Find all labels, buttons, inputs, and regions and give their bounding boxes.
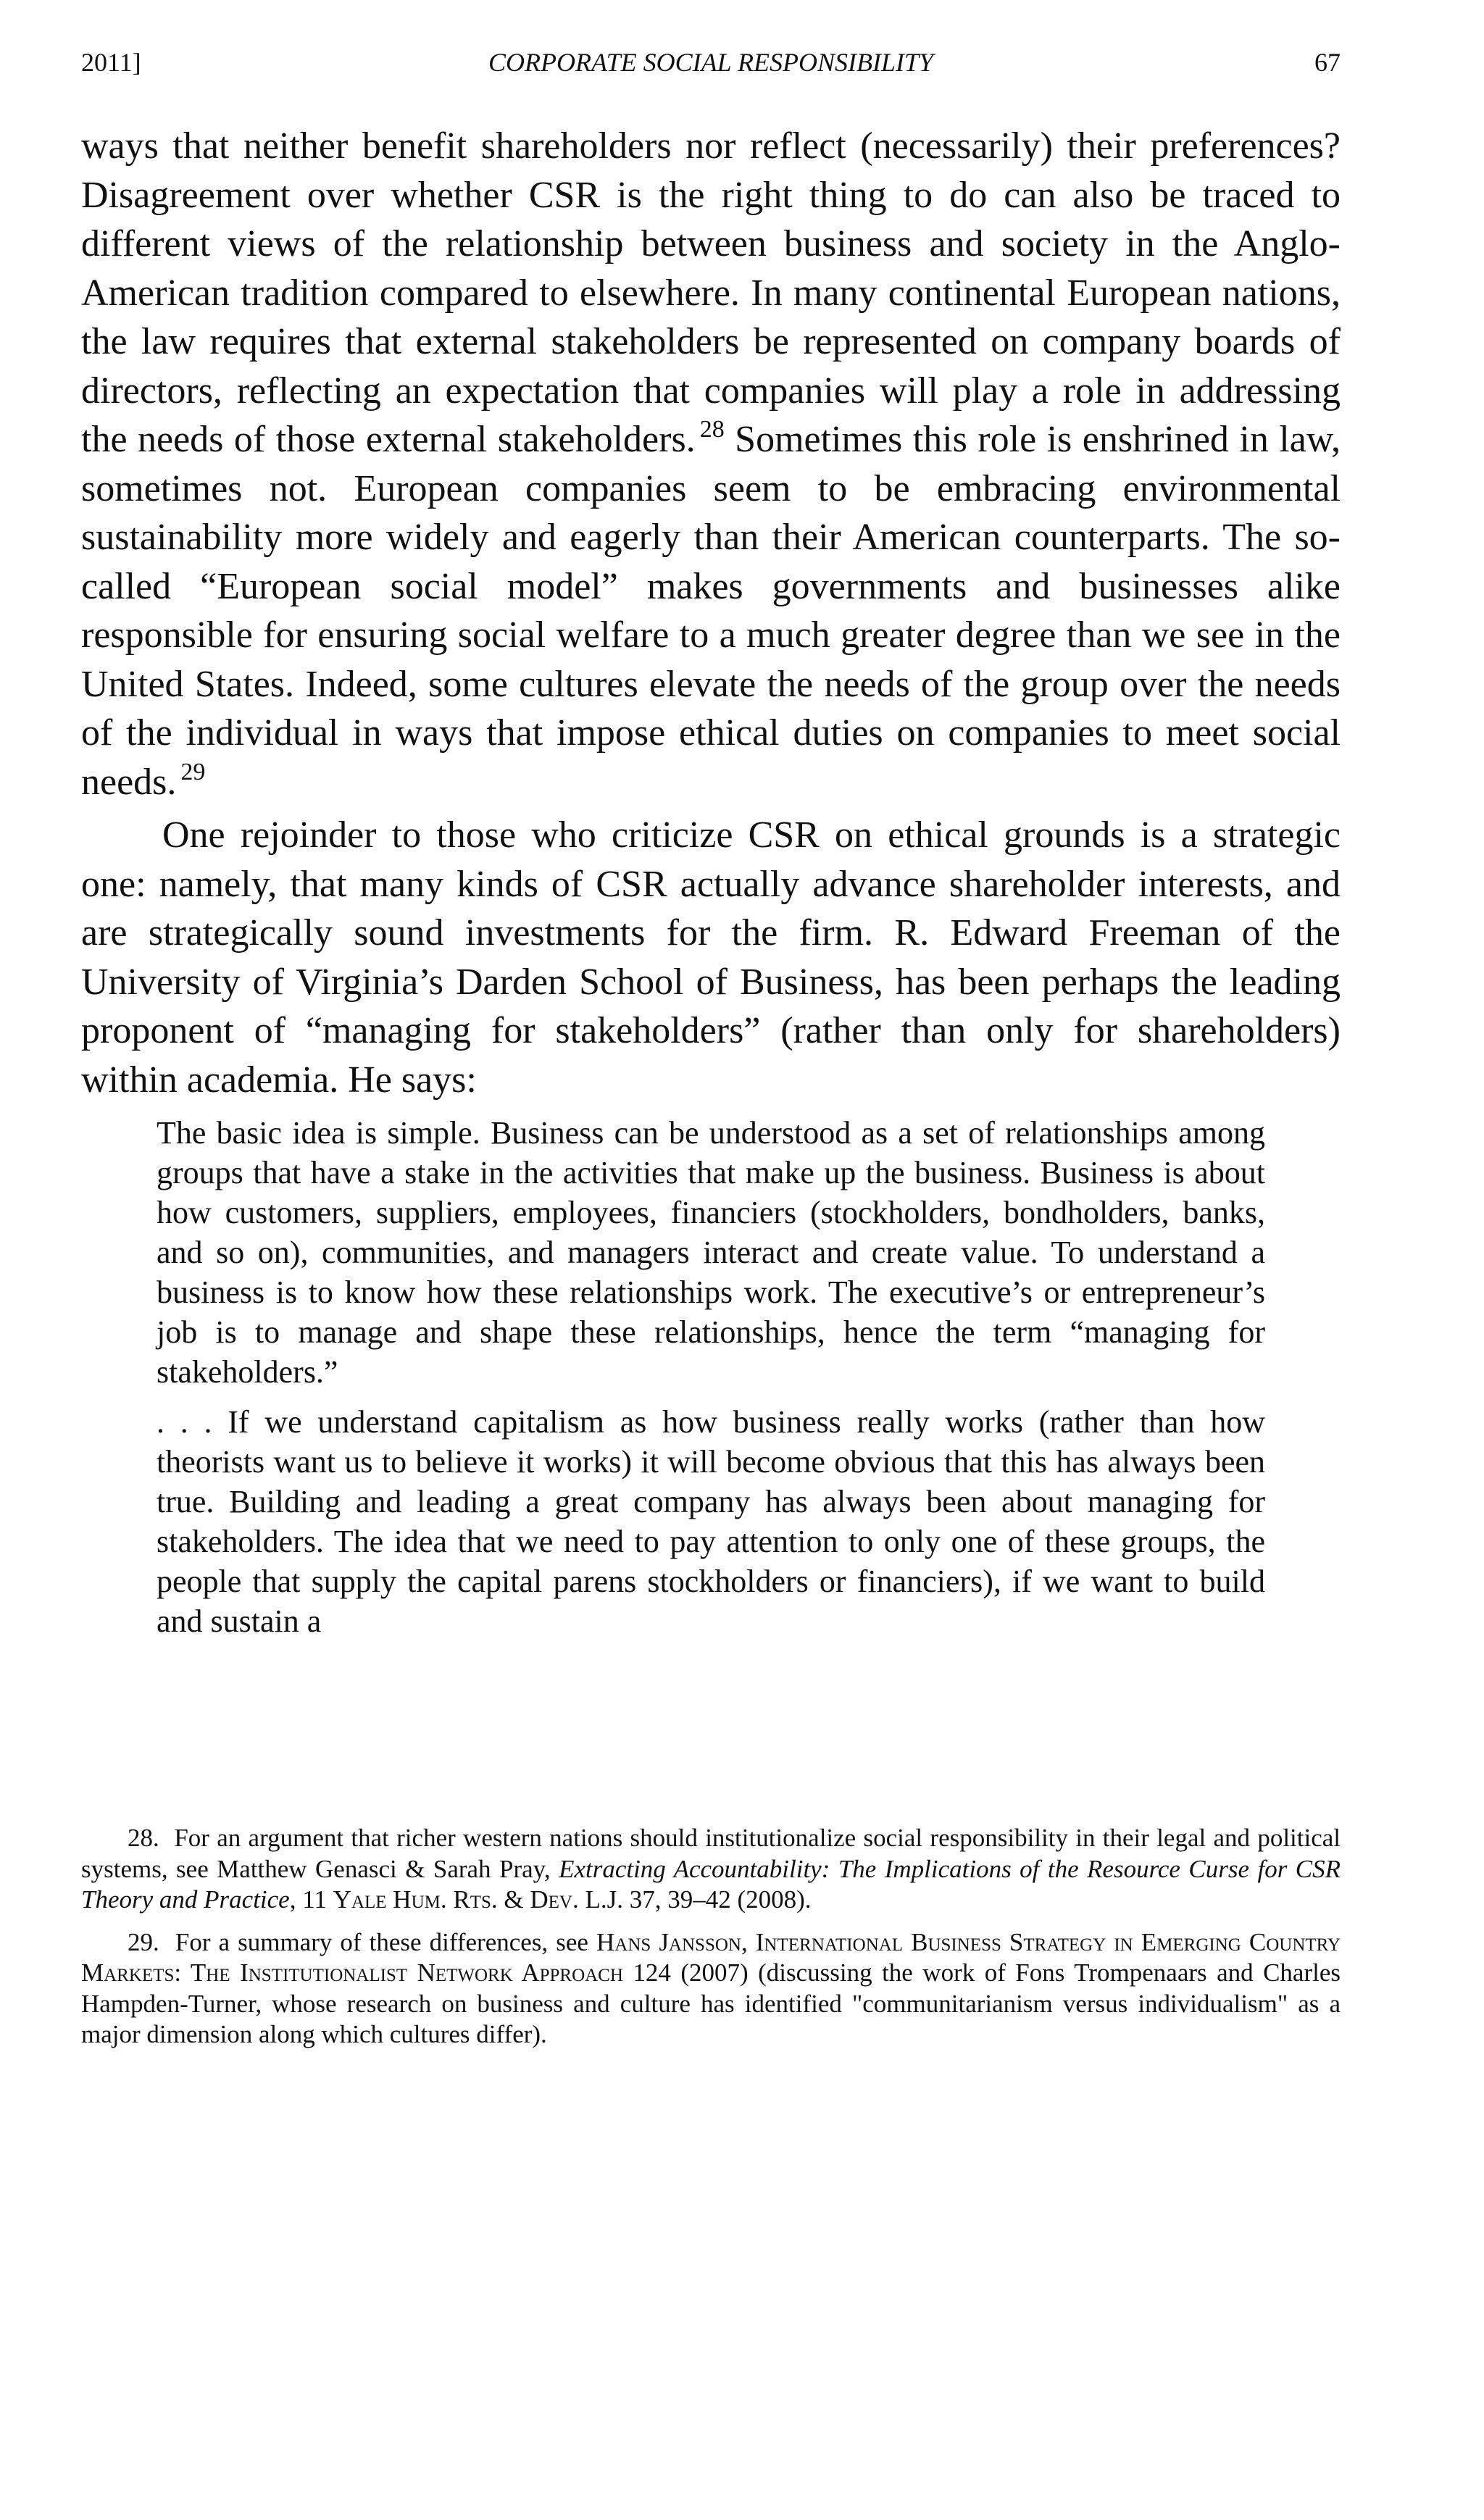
footnote-29-text-b: 124 (2007) (discussing the work of Fons Trompenaars and Charles Hampden-Turner, whose research on business and culture has identified "communitarianism versus individualism" as a major dimension along which cultures differ). (81, 1958, 1341, 2048)
block-quote-paragraph-1: The basic idea is simple. Business can be understood as a set of relationships among groups that have a stake in the activities that make up the business. Business is about how customers, suppliers, employees, financiers (stockholders, bondholders, banks, and so on), communities, and managers interact and create value. To understand a business is to know how these relationships work. The executive’s or entrepreneur’s job is to manage and shape these relationships, hence the term “managing for stakeholders.” (157, 1115, 1265, 1390)
footnotes (81, 1823, 1341, 2050)
page-number: 67 (1314, 48, 1341, 77)
footnote-ref-28[interactable]: 28 (699, 416, 725, 443)
footnote-28-number: 28. (128, 1824, 159, 1852)
body-paragraph-1 (81, 122, 1341, 806)
body-text (81, 122, 1341, 1104)
block-quote-paragraph-2: . . . If we understand capitalism as how business really works (rather than how theorists want us to believe it works) it will become obvious that this has always been true. Building and leading a great company has always been about managing for stakeholders. The idea that we need to pay attention to only one of these groups, the people that supply the capital parens stockholders or financiers), if we want to build and sustain a (157, 1404, 1265, 1639)
footnote-29 (81, 1927, 1341, 2050)
page (81, 41, 1341, 1641)
body-paragraph-1-part-1: ways that neither benefit shareholders nor reflect (necessarily) their preferences? Disagreement over whether CSR is the right thing to do can also be traced to different views of the relationship between business and society in the Anglo-American tradition compared to elsewhere. In many continental European nations, the law requires that external stakeholders be represented on company boards of directors, reflecting an expectation that companies will play a role in addressing the needs of those external stakeholders. (81, 125, 1341, 460)
block-quote (157, 1113, 1265, 1641)
footnote-ref-29[interactable]: 29 (180, 758, 206, 785)
footnote-28-text-b: , 11 (289, 1885, 333, 1914)
footnote-29-number: 29. (128, 1927, 159, 1956)
footnote-29-text-a: For a summary of these differences, see (175, 1927, 596, 1956)
body-paragraph-1-part-2: Sometimes this role is enshrined in law, sometimes not. European companies seem to be embracing environmental sustainability more widely and eagerly than their American counterparts. The so-called “European social model” makes governments and businesses alike responsible for ensuring social welfare to a much greater degree than we see in the United States. Indeed, some cultures elevate the needs of the group over the needs of the individual in ways that impose ethical duties on companies to meet social needs. (81, 419, 1341, 803)
footnote-28-journal: Yale Hum. Rts. & Dev. L.J. (333, 1885, 623, 1914)
footnote-29-book: Hans Jansson, International Business Strategy in Emerging Country Markets: The Institutionalist Network Approach (81, 1927, 1341, 1987)
footnote-28-text-c: 37, 39–42 (2008). (622, 1885, 812, 1914)
body-paragraph-2: One rejoinder to those who criticize CSR on ethical grounds is a strategic one: namely, that many kinds of CSR actually advance shareholder interests, and are strategically sound investments for the firm. R. Edward Freeman of the University of Virginia’s Darden School of Business, has been perhaps the leading proponent of “managing for stakeholders” (rather than only for shareholders) within academia. He says: (81, 814, 1341, 1101)
running-head-title: CORPORATE SOCIAL RESPONSIBILITY (488, 48, 933, 77)
footnote-28 (81, 1823, 1341, 1916)
running-head-year: 2011] (81, 48, 141, 77)
footnote-28-article-title: Extracting Accountability: The Implications of the Resource Curse for CSR Theory and Practice (81, 1854, 1341, 1914)
running-head (81, 41, 1341, 84)
footnote-28-text-a: For an argument that richer western nations should institutionalize social responsibility in their legal and political systems, see Matthew Genasci & Sarah Pray, (81, 1824, 1341, 1883)
